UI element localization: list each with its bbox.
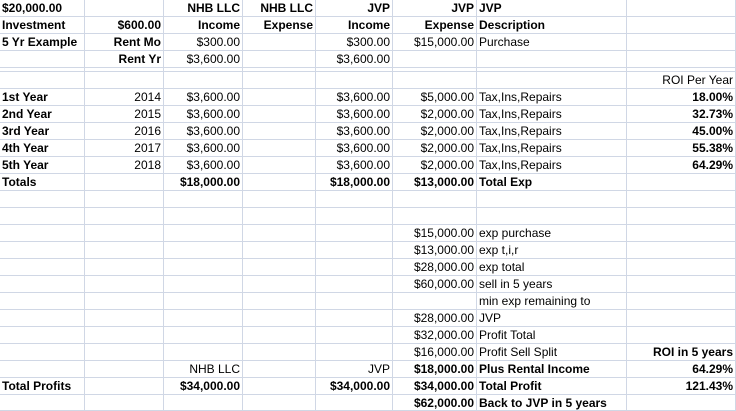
cell-r20-c3[interactable]	[164, 327, 243, 344]
cell-text: Expense	[263, 18, 313, 32]
cell-r4-c5[interactable]	[316, 51, 393, 68]
cell-r18-c5[interactable]	[316, 293, 393, 310]
cell-text: Tax,Ins,Repairs	[479, 158, 562, 172]
cell-r19-c4[interactable]	[243, 310, 316, 327]
cell-text: ROI Per Year	[662, 73, 733, 87]
cell-text: Total Profits	[2, 379, 72, 393]
cell-r24-c6[interactable]	[393, 395, 477, 411]
cell-r21-c3[interactable]	[164, 344, 243, 361]
cell-text: 45.00%	[692, 124, 733, 138]
cell-r11-c1[interactable]	[0, 174, 85, 191]
cell-r2-c8[interactable]	[627, 17, 736, 34]
cell-text: $3,600.00	[186, 107, 240, 121]
cell-r14-c7[interactable]	[477, 225, 627, 242]
cell-r10-c7[interactable]	[477, 157, 627, 174]
cell-text: $13,000.00	[413, 243, 474, 257]
cell-text: 4th Year	[2, 141, 49, 155]
cell-r13-c1[interactable]	[0, 208, 85, 225]
cell-r22-c7[interactable]	[477, 361, 627, 378]
cell-r5-c4[interactable]	[243, 72, 316, 89]
cell-r6-c4[interactable]	[243, 89, 316, 106]
cell-r3-c1[interactable]	[0, 34, 85, 51]
cell-text: $2,000.00	[420, 141, 474, 155]
cell-text: $15,000.00	[413, 226, 474, 240]
cell-r11-c8[interactable]	[627, 174, 736, 191]
cell-r5-c1[interactable]	[0, 72, 85, 89]
cell-r17-c6[interactable]	[393, 276, 477, 293]
cell-r2-c7[interactable]	[477, 17, 627, 34]
cell-r1-c3[interactable]	[164, 0, 243, 17]
cell-text: $3,600.00	[336, 141, 390, 155]
cell-text: 2017	[134, 141, 161, 155]
cell-r16-c6[interactable]	[393, 259, 477, 276]
cell-r9-c1[interactable]	[0, 140, 85, 157]
cell-r15-c8[interactable]	[627, 242, 736, 259]
cell-text: NHB LLC	[187, 1, 240, 15]
cell-r17-c8[interactable]	[627, 276, 736, 293]
cell-text: $3,600.00	[186, 158, 240, 172]
cell-r23-c7[interactable]	[477, 378, 627, 395]
cell-text: $34,000.00	[179, 379, 240, 393]
cell-r9-c4[interactable]	[243, 140, 316, 157]
cell-r17-c5[interactable]	[316, 276, 393, 293]
cell-r12-c1[interactable]	[0, 191, 85, 208]
cell-r21-c1[interactable]	[0, 344, 85, 361]
cell-r20-c6[interactable]	[393, 327, 477, 344]
cell-text: $3,600.00	[336, 52, 390, 66]
cell-r15-c2[interactable]	[85, 242, 164, 259]
cell-r13-c5[interactable]	[316, 208, 393, 225]
cell-text: sell in 5 years	[479, 277, 553, 291]
cell-text: Total Profit	[479, 379, 542, 393]
cell-r10-c8[interactable]	[627, 157, 736, 174]
cell-r5-c2[interactable]	[85, 72, 164, 89]
cell-r14-c8[interactable]	[627, 225, 736, 242]
cell-r15-c1[interactable]	[0, 242, 85, 259]
cell-r7-c7[interactable]	[477, 106, 627, 123]
cell-r14-c5[interactable]	[316, 225, 393, 242]
cell-r2-c5[interactable]	[316, 17, 393, 34]
cell-r23-c3[interactable]	[164, 378, 243, 395]
cell-text: Tax,Ins,Repairs	[479, 107, 562, 121]
cell-r20-c8[interactable]	[627, 327, 736, 344]
cell-r21-c8[interactable]	[627, 344, 736, 361]
cell-r9-c8[interactable]	[627, 140, 736, 157]
cell-r9-c3[interactable]	[164, 140, 243, 157]
cell-r2-c4[interactable]	[243, 17, 316, 34]
cell-r10-c5[interactable]	[316, 157, 393, 174]
cell-r17-c4[interactable]	[243, 276, 316, 293]
cell-r7-c4[interactable]	[243, 106, 316, 123]
cell-r19-c8[interactable]	[627, 310, 736, 327]
cell-r21-c2[interactable]	[85, 344, 164, 361]
cell-text: Tax,Ins,Repairs	[479, 141, 562, 155]
cell-text: $62,000.00	[413, 396, 474, 410]
cell-r9-c5[interactable]	[316, 140, 393, 157]
cell-r8-c7[interactable]	[477, 123, 627, 140]
cell-r17-c3[interactable]	[164, 276, 243, 293]
cell-r18-c1[interactable]	[0, 293, 85, 310]
cell-r20-c2[interactable]	[85, 327, 164, 344]
cell-r24-c7[interactable]	[477, 395, 627, 411]
cell-text: Profit Sell Split	[479, 345, 558, 359]
cell-r22-c2[interactable]	[85, 361, 164, 378]
cell-r7-c5[interactable]	[316, 106, 393, 123]
cell-text: $28,000.00	[413, 260, 474, 274]
cell-text: $3,600.00	[336, 124, 390, 138]
cell-r11-c2[interactable]	[85, 174, 164, 191]
cell-r12-c8[interactable]	[627, 191, 736, 208]
cell-r23-c6[interactable]	[393, 378, 477, 395]
cell-r17-c1[interactable]	[0, 276, 85, 293]
cell-r18-c2[interactable]	[85, 293, 164, 310]
cell-r11-c7[interactable]	[477, 174, 627, 191]
cell-r18-c7[interactable]	[477, 293, 627, 310]
cell-text: 1st Year	[2, 90, 48, 104]
cell-r14-c3[interactable]	[164, 225, 243, 242]
cell-text: Plus Rental Income	[479, 362, 590, 376]
cell-text: $3,600.00	[336, 107, 390, 121]
cell-r1-c1[interactable]	[0, 0, 85, 17]
cell-text: 18.00%	[692, 90, 733, 104]
cell-text: Investment	[2, 18, 66, 32]
cell-text: exp purchase	[479, 226, 552, 240]
cell-r11-c4[interactable]	[243, 174, 316, 191]
cell-r24-c3[interactable]	[164, 395, 243, 411]
cell-text: 5th Year	[2, 158, 49, 172]
cell-r3-c3[interactable]	[164, 34, 243, 51]
cell-text: $20,000.00	[2, 1, 63, 15]
cell-r18-c8[interactable]	[627, 293, 736, 310]
cell-r16-c2[interactable]	[85, 259, 164, 276]
cell-r3-c5[interactable]	[316, 34, 393, 51]
cell-r3-c4[interactable]	[243, 34, 316, 51]
cell-text: $34,000.00	[329, 379, 390, 393]
cell-r12-c6[interactable]	[393, 191, 477, 208]
cell-text: $5,000.00	[420, 90, 474, 104]
cell-text: $300.00	[196, 35, 240, 49]
cell-r16-c1[interactable]	[0, 259, 85, 276]
cell-r12-c3[interactable]	[164, 191, 243, 208]
cell-r12-c5[interactable]	[316, 191, 393, 208]
cell-r23-c8[interactable]	[627, 378, 736, 395]
cell-r15-c5[interactable]	[316, 242, 393, 259]
cell-r18-c4[interactable]	[243, 293, 316, 310]
cell-r17-c2[interactable]	[85, 276, 164, 293]
cell-text: JVP	[367, 1, 390, 15]
cell-r7-c1[interactable]	[0, 106, 85, 123]
cell-text: 32.73%	[692, 107, 733, 121]
cell-r10-c3[interactable]	[164, 157, 243, 174]
cell-text: Rent Mo	[113, 35, 161, 49]
cell-r13-c4[interactable]	[243, 208, 316, 225]
cell-r10-c4[interactable]	[243, 157, 316, 174]
cell-text: JVP	[479, 311, 502, 325]
cell-r21-c6[interactable]	[393, 344, 477, 361]
cell-r22-c8[interactable]	[627, 361, 736, 378]
cell-r5-c6[interactable]	[393, 72, 477, 89]
cell-r1-c2[interactable]	[85, 0, 164, 17]
cell-r24-c2[interactable]	[85, 395, 164, 411]
cell-r22-c6[interactable]	[393, 361, 477, 378]
cell-text: 2018	[134, 158, 161, 172]
cell-r15-c6[interactable]	[393, 242, 477, 259]
cell-r2-c3[interactable]	[164, 17, 243, 34]
cell-text: 2014	[134, 90, 161, 104]
cell-text: $3,600.00	[336, 158, 390, 172]
cell-r22-c4[interactable]	[243, 361, 316, 378]
cell-text: 64.29%	[692, 158, 733, 172]
cell-text: Income	[197, 18, 240, 32]
cell-r22-c3[interactable]	[164, 361, 243, 378]
cell-r4-c3[interactable]	[164, 51, 243, 68]
cell-r10-c6[interactable]	[393, 157, 477, 174]
cell-text: 5 Yr Example	[2, 35, 78, 49]
cell-text: $18,000.00	[329, 175, 390, 189]
cell-text: $3,600.00	[336, 90, 390, 104]
cell-r1-c4[interactable]	[243, 0, 316, 17]
cell-r6-c1[interactable]	[0, 89, 85, 106]
cell-r16-c4[interactable]	[243, 259, 316, 276]
cell-text: ROI in 5 years	[652, 345, 733, 359]
cell-r14-c6[interactable]	[393, 225, 477, 242]
cell-r19-c7[interactable]	[477, 310, 627, 327]
cell-text: 3rd Year	[2, 124, 50, 138]
cell-r11-c5[interactable]	[316, 174, 393, 191]
cell-r1-c5[interactable]	[316, 0, 393, 17]
cell-r4-c6[interactable]	[393, 51, 477, 68]
cell-r22-c1[interactable]	[0, 361, 85, 378]
cell-r6-c2[interactable]	[85, 89, 164, 106]
cell-r6-c5[interactable]	[316, 89, 393, 106]
cell-text: $600.00	[117, 18, 161, 32]
cell-r2-c2[interactable]	[85, 17, 164, 34]
cell-r9-c7[interactable]	[477, 140, 627, 157]
cell-r14-c4[interactable]	[243, 225, 316, 242]
cell-r3-c7[interactable]	[477, 34, 627, 51]
cell-text: Profit Total	[479, 328, 536, 342]
cell-r19-c3[interactable]	[164, 310, 243, 327]
cell-r5-c8[interactable]	[627, 72, 736, 89]
cell-r23-c5[interactable]	[316, 378, 393, 395]
cell-text: $16,000.00	[413, 345, 474, 359]
cell-r16-c8[interactable]	[627, 259, 736, 276]
cell-r19-c2[interactable]	[85, 310, 164, 327]
cell-text: JVP	[451, 1, 474, 15]
cell-r21-c5[interactable]	[316, 344, 393, 361]
cell-r24-c5[interactable]	[316, 395, 393, 411]
cell-text: 55.38%	[692, 141, 733, 155]
cell-text: 121.43%	[685, 379, 733, 393]
cell-r14-c2[interactable]	[85, 225, 164, 242]
cell-r20-c7[interactable]	[477, 327, 627, 344]
cell-r24-c1[interactable]	[0, 395, 85, 411]
cell-r7-c2[interactable]	[85, 106, 164, 123]
cell-r4-c2[interactable]	[85, 51, 164, 68]
cell-r13-c2[interactable]	[85, 208, 164, 225]
cell-text: JVP	[479, 1, 502, 15]
cell-r21-c7[interactable]	[477, 344, 627, 361]
cell-r1-c7[interactable]	[477, 0, 627, 17]
cell-r7-c8[interactable]	[627, 106, 736, 123]
cell-text: $3,600.00	[186, 90, 240, 104]
cell-r16-c5[interactable]	[316, 259, 393, 276]
cell-r8-c5[interactable]	[316, 123, 393, 140]
cell-r5-c5[interactable]	[316, 72, 393, 89]
cell-r23-c1[interactable]	[0, 378, 85, 395]
cell-r1-c6[interactable]	[393, 0, 477, 17]
cell-r8-c1[interactable]	[0, 123, 85, 140]
cell-r5-c3[interactable]	[164, 72, 243, 89]
cell-r19-c5[interactable]	[316, 310, 393, 327]
cell-text: $60,000.00	[413, 277, 474, 291]
cell-text: $18,000.00	[413, 362, 474, 376]
cell-text: JVP	[367, 362, 390, 376]
cell-r8-c2[interactable]	[85, 123, 164, 140]
cell-r13-c6[interactable]	[393, 208, 477, 225]
cell-r12-c2[interactable]	[85, 191, 164, 208]
cell-text: $300.00	[346, 35, 390, 49]
cell-r20-c4[interactable]	[243, 327, 316, 344]
cell-text: NHB LLC	[260, 1, 313, 15]
cell-r16-c7[interactable]	[477, 259, 627, 276]
cell-text: $3,600.00	[186, 141, 240, 155]
cell-r2-c6[interactable]	[393, 17, 477, 34]
cell-text: Purchase	[479, 35, 530, 49]
cell-r7-c3[interactable]	[164, 106, 243, 123]
cell-r15-c7[interactable]	[477, 242, 627, 259]
cell-r24-c8[interactable]	[627, 395, 736, 411]
cell-r11-c6[interactable]	[393, 174, 477, 191]
cell-r1-c8[interactable]	[627, 0, 736, 17]
cell-r12-c4[interactable]	[243, 191, 316, 208]
cell-r4-c1[interactable]	[0, 51, 85, 68]
cell-text: Total Exp	[479, 175, 533, 189]
cell-r20-c5[interactable]	[316, 327, 393, 344]
cell-r19-c1[interactable]	[0, 310, 85, 327]
cell-text: $34,000.00	[413, 379, 474, 393]
cell-r22-c5[interactable]	[316, 361, 393, 378]
cell-r13-c8[interactable]	[627, 208, 736, 225]
cell-r8-c6[interactable]	[393, 123, 477, 140]
cell-text: $2,000.00	[420, 158, 474, 172]
cell-text: 2016	[134, 124, 161, 138]
cell-r2-c1[interactable]	[0, 17, 85, 34]
cell-text: Tax,Ins,Repairs	[479, 124, 562, 138]
cell-r6-c7[interactable]	[477, 89, 627, 106]
cell-r23-c2[interactable]	[85, 378, 164, 395]
cell-text: 2nd Year	[2, 107, 52, 121]
cell-text: Tax,Ins,Repairs	[479, 90, 562, 104]
cell-text: NHB LLC	[189, 362, 240, 376]
cell-r4-c4[interactable]	[243, 51, 316, 68]
cell-text: $3,600.00	[186, 124, 240, 138]
cell-r17-c7[interactable]	[477, 276, 627, 293]
cell-r3-c2[interactable]	[85, 34, 164, 51]
cell-r15-c4[interactable]	[243, 242, 316, 259]
cell-text: exp total	[479, 260, 525, 274]
cell-text: Description	[479, 18, 546, 32]
cell-r23-c4[interactable]	[243, 378, 316, 395]
cell-r6-c8[interactable]	[627, 89, 736, 106]
cell-r8-c8[interactable]	[627, 123, 736, 140]
cell-r4-c8[interactable]	[627, 51, 736, 68]
cell-r3-c8[interactable]	[627, 34, 736, 51]
cell-text: $13,000.00	[413, 175, 474, 189]
cell-r13-c3[interactable]	[164, 208, 243, 225]
cell-r6-c3[interactable]	[164, 89, 243, 106]
cell-r13-c7[interactable]	[477, 208, 627, 225]
cell-text: exp t,i,r	[479, 243, 519, 257]
cell-r12-c7[interactable]	[477, 191, 627, 208]
cell-text: $18,000.00	[179, 175, 240, 189]
cell-r14-c1[interactable]	[0, 225, 85, 242]
cell-text: Income	[347, 18, 390, 32]
cell-r21-c4[interactable]	[243, 344, 316, 361]
cell-r18-c6[interactable]	[393, 293, 477, 310]
cell-r8-c3[interactable]	[164, 123, 243, 140]
cell-text: $3,600.00	[186, 52, 240, 66]
cell-text: Back to JVP in 5 years	[479, 396, 607, 410]
cell-text: $2,000.00	[420, 124, 474, 138]
cell-r4-c7[interactable]	[477, 51, 627, 68]
cell-r19-c6[interactable]	[393, 310, 477, 327]
cell-r6-c6[interactable]	[393, 89, 477, 106]
cell-r9-c6[interactable]	[393, 140, 477, 157]
cell-text: 2015	[134, 107, 161, 121]
cell-text: $32,000.00	[413, 328, 474, 342]
cell-r9-c2[interactable]	[85, 140, 164, 157]
cell-r18-c3[interactable]	[164, 293, 243, 310]
cell-r7-c6[interactable]	[393, 106, 477, 123]
cell-text: $2,000.00	[420, 107, 474, 121]
cell-r15-c3[interactable]	[164, 242, 243, 259]
cell-text: $15,000.00	[413, 35, 474, 49]
cell-text: Totals	[2, 175, 37, 189]
cell-text: $28,000.00	[413, 311, 474, 325]
cell-text: Rent Yr	[118, 52, 161, 66]
cell-r20-c1[interactable]	[0, 327, 85, 344]
cell-r5-c7[interactable]	[477, 72, 627, 89]
cell-text: Expense	[424, 18, 474, 32]
cell-r3-c6[interactable]	[393, 34, 477, 51]
cell-text: min exp remaining to	[479, 294, 591, 308]
cell-r11-c3[interactable]	[164, 174, 243, 191]
cell-r10-c1[interactable]	[0, 157, 85, 174]
cell-r8-c4[interactable]	[243, 123, 316, 140]
cell-r24-c4[interactable]	[243, 395, 316, 411]
cell-text: 64.29%	[692, 362, 733, 376]
cell-r16-c3[interactable]	[164, 259, 243, 276]
cell-r10-c2[interactable]	[85, 157, 164, 174]
